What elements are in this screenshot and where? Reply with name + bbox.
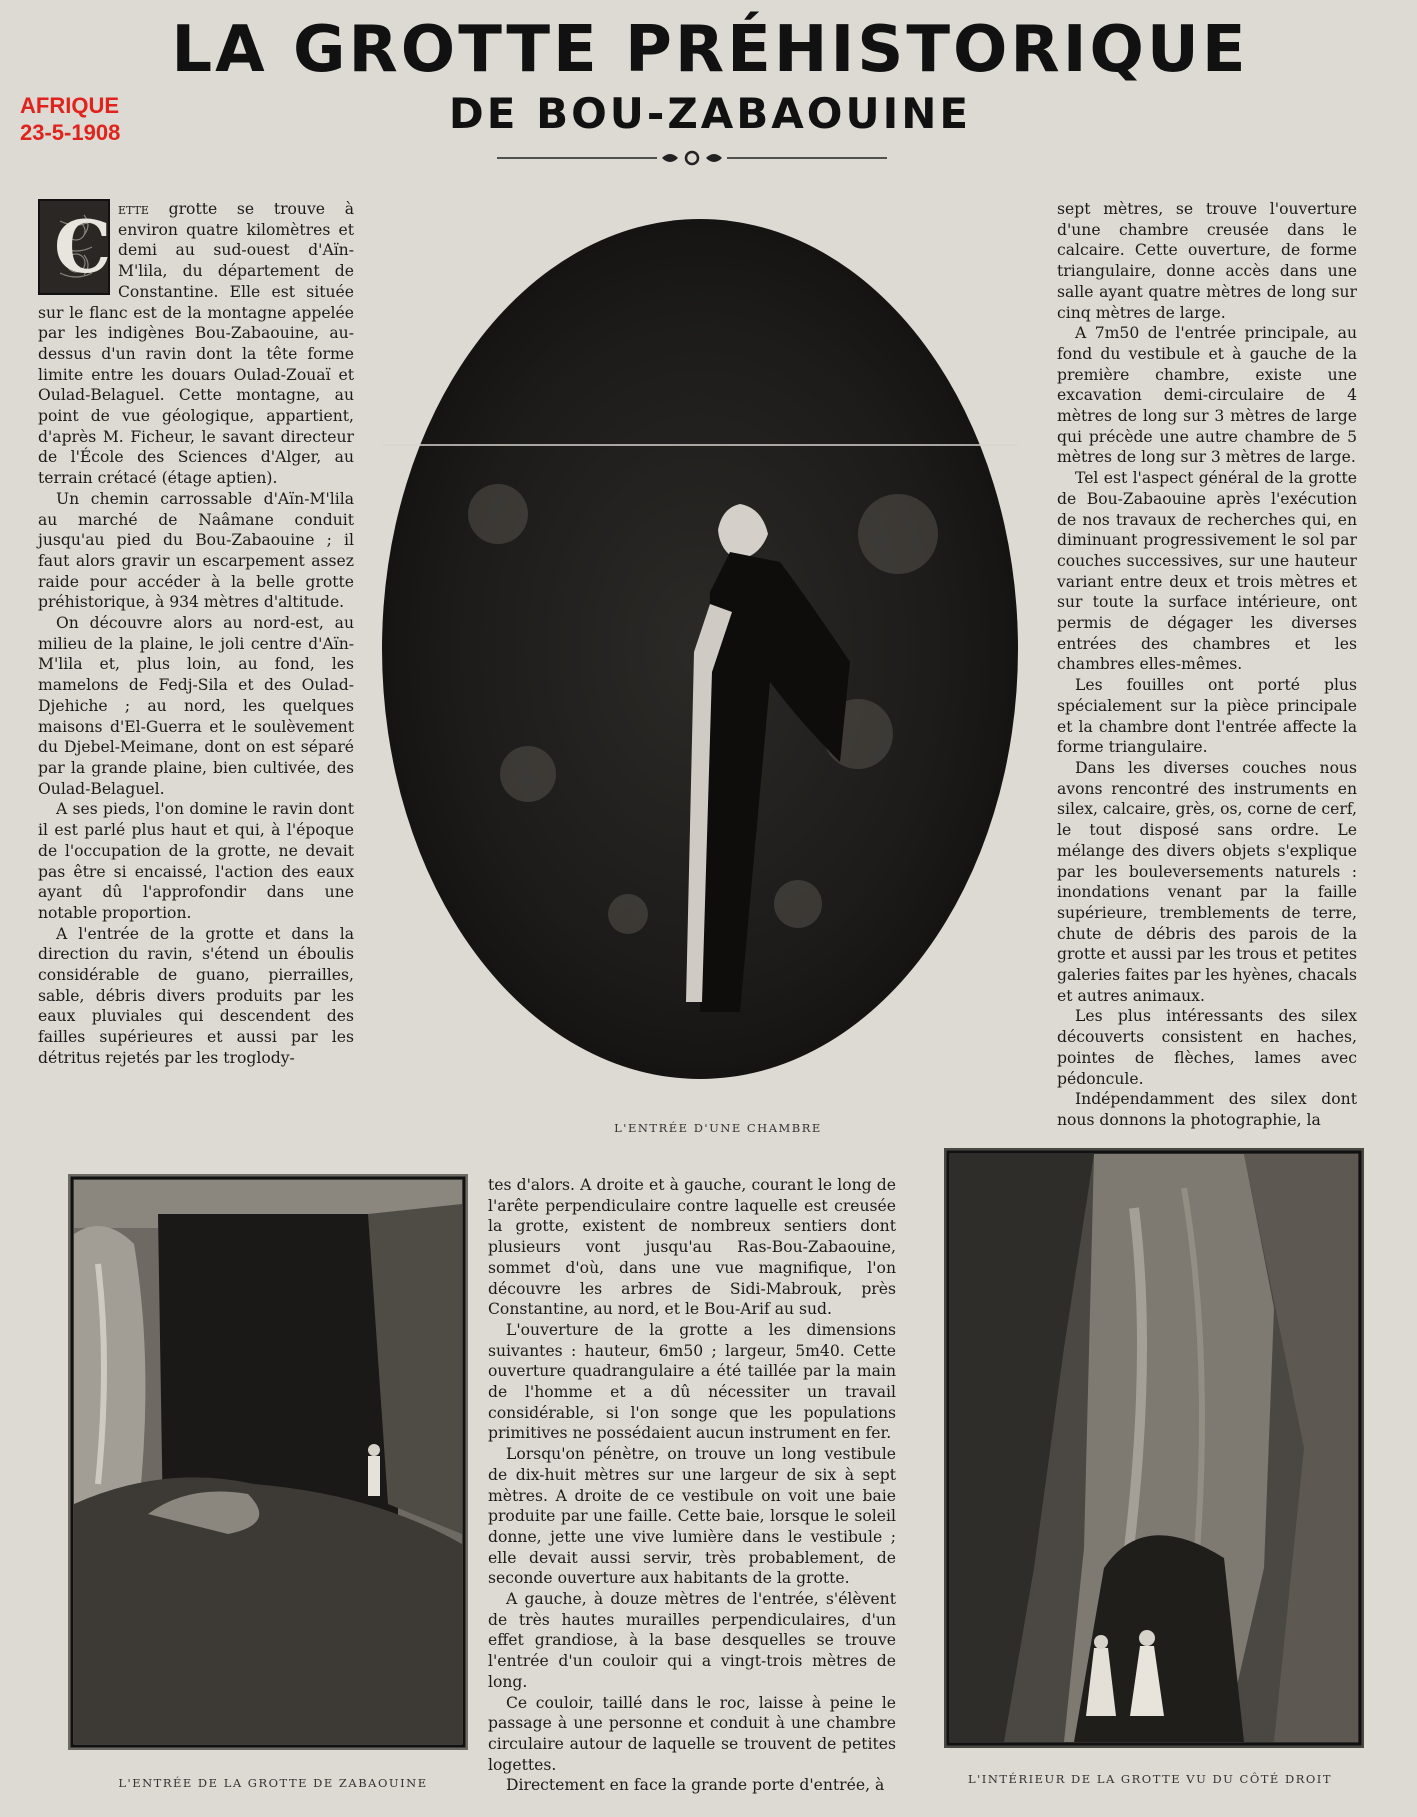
photo-oval-image (378, 214, 1022, 1084)
paragraph: L'ouverture de la grotte a les dimensions suivantes : hauteur, 6m50 ; largeur, 5m40. Cette ouverture quadrangulaire a été taillée par la main de l'homme et a dû nécessiter un travail considérable, si l'on songe que les populations primitives ne possédaient aucun instrument en fer. (488, 1320, 896, 1443)
paragraph: On découvre alors au nord-est, au milieu de la plaine, le joli centre d'Aïn-M'lila et, plus loin, au fond, les mamelons de Fedj-Sila et des Oulad-Djehiche ; au nord, les quelques maisons d'El-Guerra et le soulèvement du Djebel-Meimane, dont on est séparé par la grande plaine, bien cultivée, des Oulad-Belaguel. (38, 614, 354, 798)
lead-in-text: ette (118, 200, 149, 218)
drop-cap-letter: C (54, 204, 112, 289)
paragraph: A ses pieds, l'on domine le ravin dont il est parlé plus haut et qui, à l'époque de l'occupation de la grotte, ne devait pas être si encaissé, l'action des eaux ayant dû l'approfondir dans une notable proportion. (38, 800, 354, 922)
photo-caption-bottom-left: L'ENTRÉE DE LA GROTTE DE ZABAOUINE (118, 1776, 428, 1790)
paragraph: Ce couloir, taillé dans le roc, laisse à peine le passage à une personne et conduit à une chambre circulaire autour de laquelle se trouvent de petites logettes. (488, 1693, 896, 1774)
archive-stamp (20, 92, 120, 146)
article-column-right (1057, 199, 1357, 1131)
paragraph: tes d'alors. A droite et à gauche, courant le long de l'arête perpendiculaire contre laquelle est creusée la grotte, existent de nombreux sentiers dont plusieurs vont jusqu'au Ras-Bou-Zabaouine, sommet d'où, dans une vue magnifique, l'on découvre les arbres de Sidi-Mabrouk, près Constantine, au nord, et le Bou-Arif au sud. (488, 1176, 896, 1319)
page-title: LA GROTTE PRÉHISTORIQUE (171, 13, 1249, 87)
article-column-left (38, 199, 354, 1069)
paragraph: A l'entrée de la grotte et dans la direction du ravin, s'étend un éboulis considérable de guano, pierrailles, sable, débris divers produits par les eaux pluviales qui descendent des failles supérieures et aussi par les détritus rejetés par les troglody- (38, 924, 354, 1067)
paragraph: Lorsqu'on pénètre, on trouve un long vestibule de dix-huit mètres sur une largeur de six à sept mètres. A droite de ce vestibule on voit une baie produite par une faille. Cette baie, lorsque le soleil donne, jette une vive lumière dans le vestibule ; elle devait aussi servir, très probablement, de seconde ouverture aux habitants de la grotte. (488, 1445, 896, 1588)
photo-cave-interior (944, 1148, 1364, 1748)
paragraph: Tel est l'aspect général de la grotte de Bou-Zabaouine après l'exécution de nos travaux de recherches qui, en diminuant progressivement le sol par couches successives, sur une hauteur variant entre deux et trois mètres et sur toute la surface intérieure, ont permis de dégager les diverses entrées des chambres et les chambres elles-mêmes. (1057, 469, 1357, 674)
paragraph: Un chemin carrossable d'Aïn-M'lila au marché de Naâmane conduit jusqu'au pied du Bou-Zabaouine ; il faut alors gravir un escarpement assez raide pour accéder à la belle grotte préhistorique, à 934 mètres d'altitude. (38, 489, 354, 612)
stamp-date: 23-5-1908 (20, 120, 121, 145)
paragraph: Les fouilles ont porté plus spécialement sur la pièce principale et la chambre dont l'entrée affecte la forme triangulaire. (1057, 676, 1357, 757)
drop-cap (38, 199, 110, 295)
photo-cave-entrance (68, 1174, 468, 1750)
ornament-divider (497, 150, 887, 166)
photo-caption-bottom-right: L'INTÉRIEUR DE LA GROTTE VU DU CÔTÉ DROIT (967, 1772, 1332, 1786)
photo-chamber-entrance (378, 214, 1022, 1084)
stamp-region: AFRIQUE (20, 93, 119, 118)
photo-cave-interior-image (944, 1148, 1364, 1748)
photo-cave-entrance-image (68, 1174, 468, 1750)
paragraph: A gauche, à douze mètres de l'entrée, s'élèvent de très hautes murailles perpendiculaires, d'un effet grandiose, à la base desquelles se trouve l'entrée d'un couloir qui a vingt-trois mètres de long. (488, 1590, 896, 1691)
paragraph: sept mètres, se trouve l'ouverture d'une chambre creusée dans le calcaire. Cette ouverture, de forme triangulaire, donne accès dans une salle ayant quatre mètres de long sur cinq mètres de large. (1057, 200, 1357, 322)
photo-caption-oval: L'ENTRÉE D'UNE CHAMBRE (614, 1121, 822, 1135)
paragraph: A 7m50 de l'entrée principale, au fond du vestibule et à gauche de la première chambre, existe une excavation demi-circulaire de 4 mètres de long sur 3 mètres de large qui précède une autre chambre de 5 mètres de long sur 3 mètres de large. (1057, 324, 1357, 467)
page-subtitle: DE BOU-ZABAOUINE (448, 89, 972, 138)
paragraph: Indépendamment des silex dont nous donnons la photographie, la (1057, 1090, 1357, 1129)
paragraph: Les plus intéressants des silex découverts consistent en haches, pointes de flèches, lames avec pédoncule. (1057, 1007, 1357, 1088)
paragraph (38, 199, 354, 489)
paragraph: Directement en face la grande porte d'entrée, à (506, 1776, 885, 1795)
article-column-center (488, 1175, 896, 1796)
paragraph: Dans les diverses couches nous avons rencontré des instruments en silex, calcaire, grès, os, corne de cerf, le tout disposé sans ordre. Le mélange des divers objets s'explique par les bouleversements naturels : inondations venant par la faille supérieure, tremblements de terre, chute de débris des parois de la grotte et aussi par les trous et petites galeries faites par les hyènes, chacals et autres animaux. (1057, 758, 1357, 1005)
paragraph-text: grotte se trouve à environ quatre kilomètres et demi au sud-ouest d'Aïn-M'lila, du département de Constantine. Elle est située sur le flanc est de la montagne appelée par les indigènes Bou-Zabaouine, au-dessus d'un ravin dont la tête forme limite entre les douars Oulad-Zouaï et Oulad-Belaguel. Cette montagne, au point de vue géologique, appartient, d'après M. Ficheur, le savant directeur de l'École des Sciences d'Alger, au terrain crétacé (étage aptien). (38, 200, 354, 488)
